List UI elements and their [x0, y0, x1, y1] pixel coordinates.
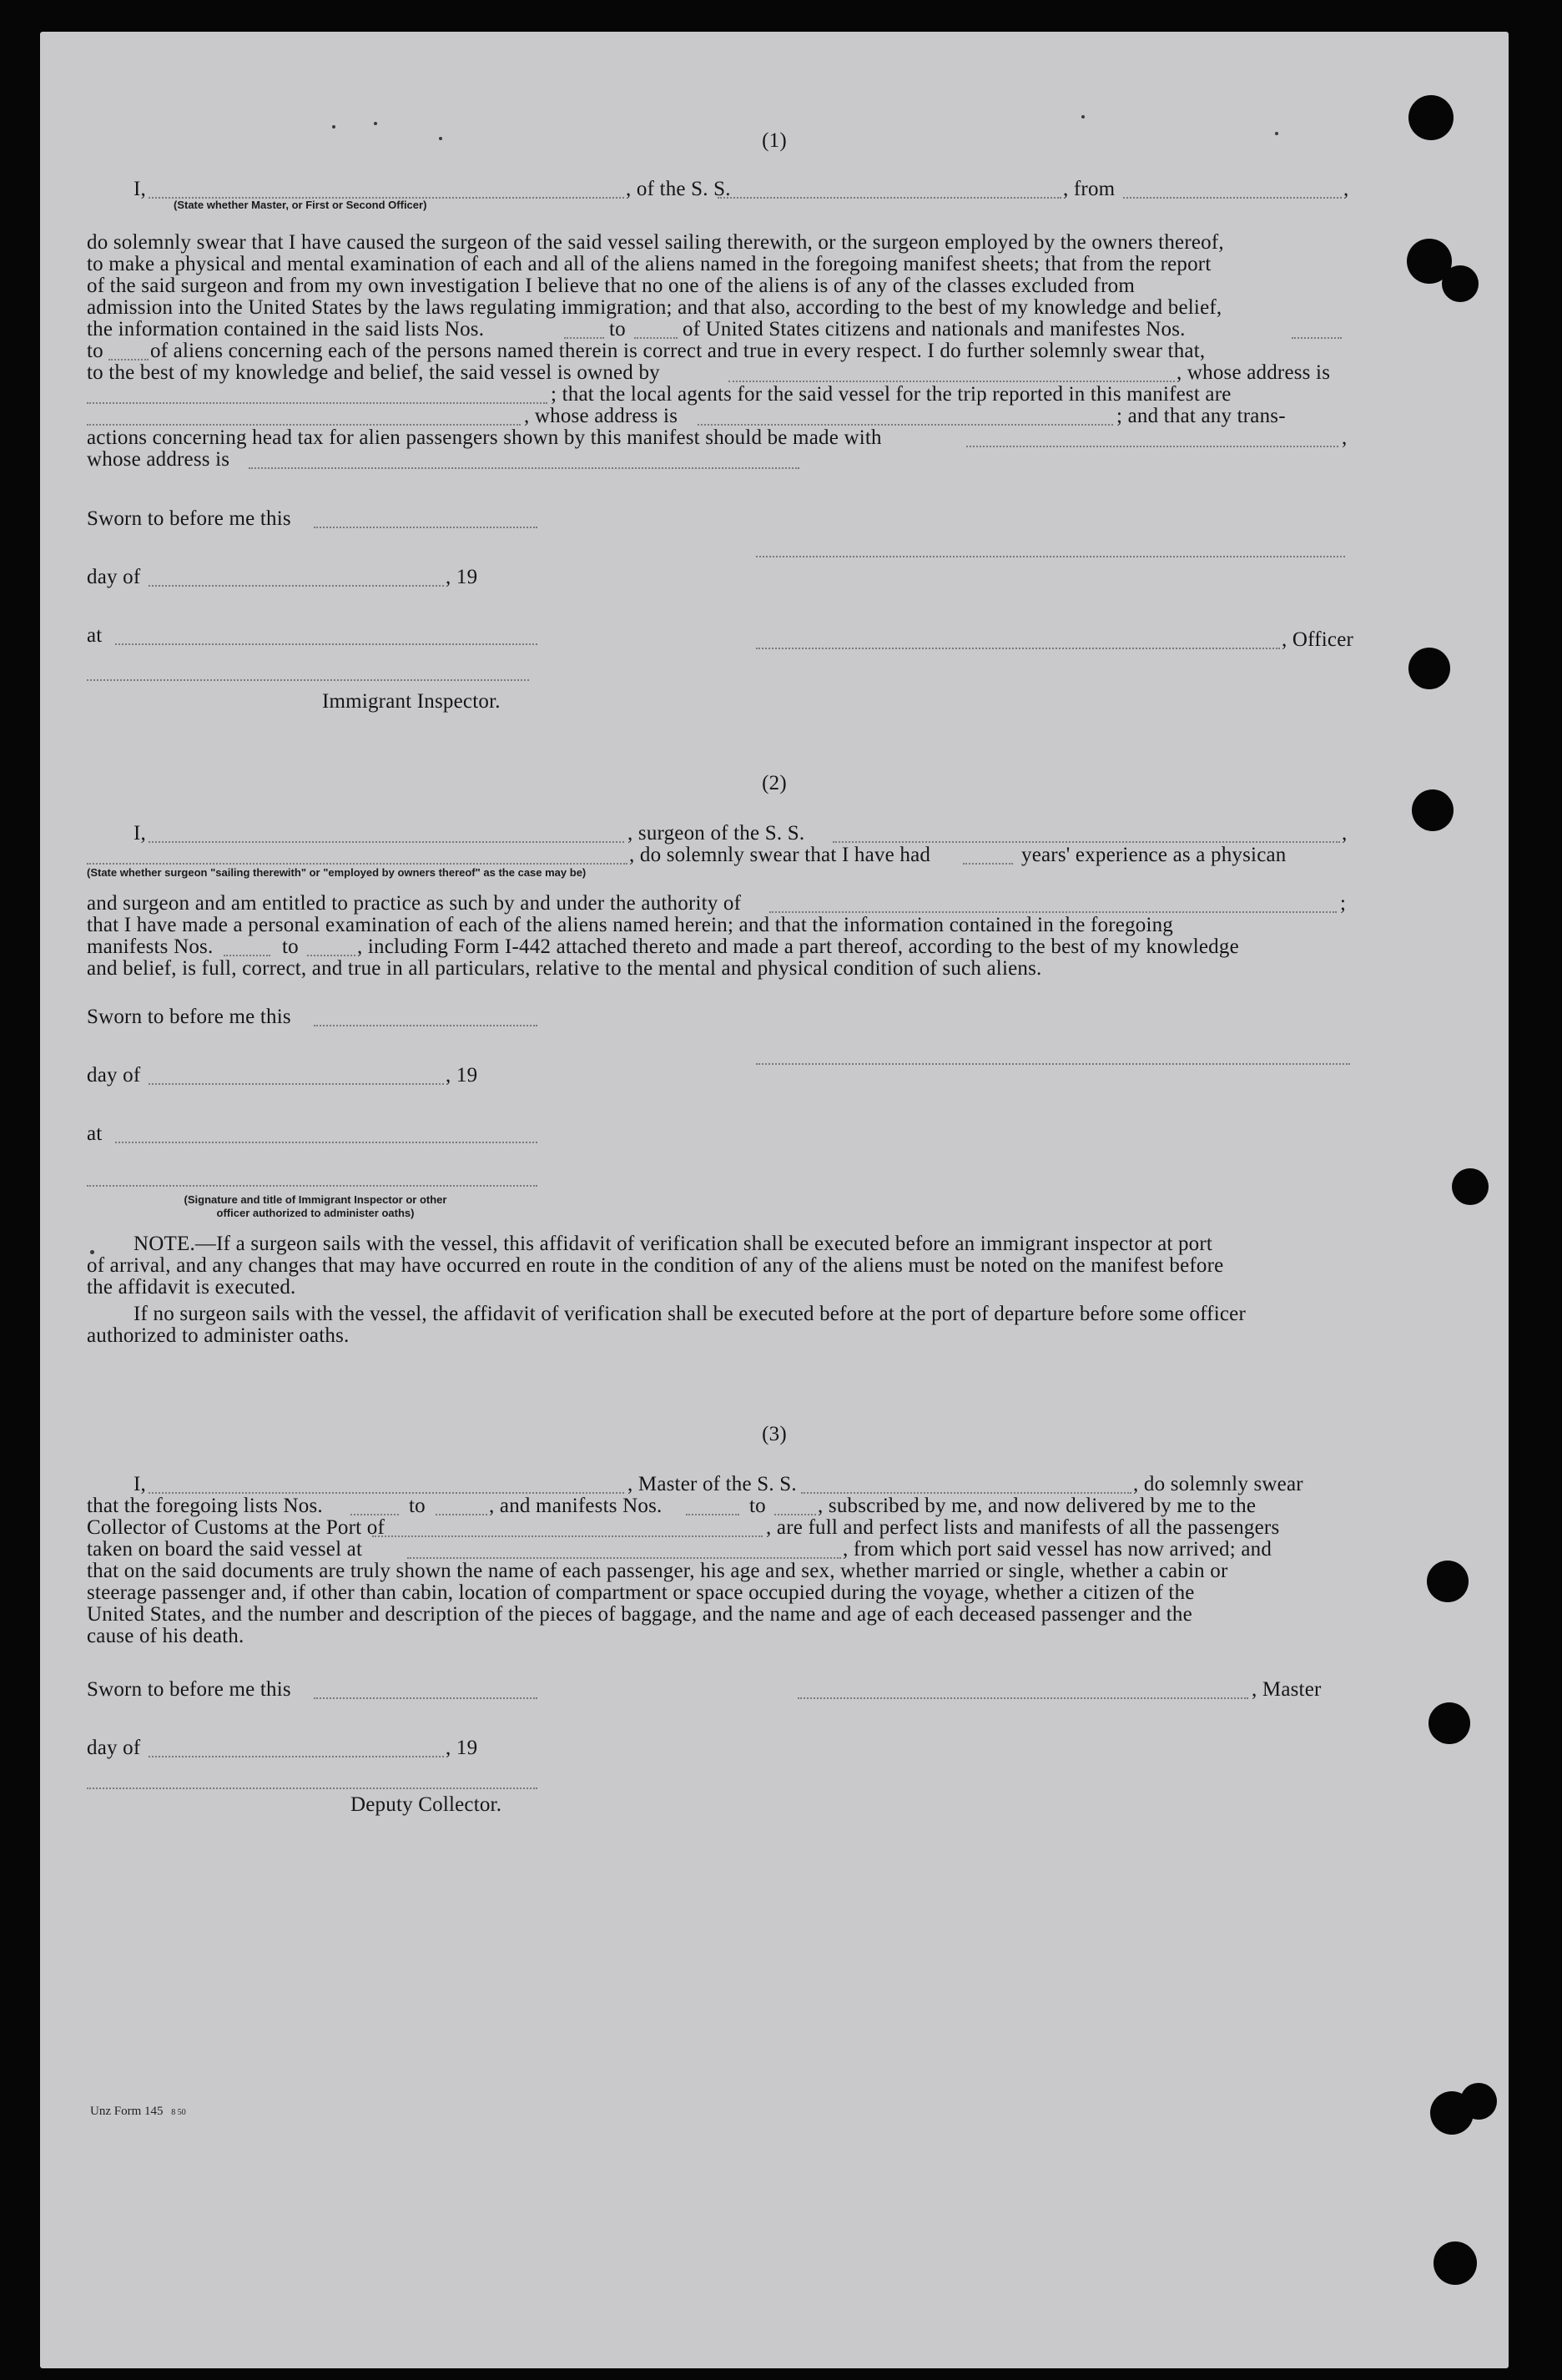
s1-ship-field[interactable] [718, 197, 1061, 199]
s2-year-label: , 19 [446, 1064, 478, 1087]
s1-comma: , [1343, 178, 1349, 200]
s2-i-label: I, [134, 822, 146, 845]
s1-ss-label: , of the S. S. [626, 178, 731, 200]
s1-sworn-field[interactable] [314, 527, 537, 528]
s3-line-4b: , from which port said vessel has now arrived; and [843, 1538, 1272, 1561]
s2-at-field[interactable] [115, 1142, 537, 1143]
note-line-5: authorized to administer oaths. [87, 1324, 350, 1347]
s3-line-3b: , are full and perfect lists and manifests of all the passengers [766, 1516, 1280, 1539]
s1-agents-address-field[interactable] [698, 424, 1113, 426]
scan-speck [374, 122, 377, 125]
scan-speck [1081, 115, 1085, 118]
note-line-3: the affidavit is executed. [87, 1276, 296, 1298]
form-code: 8 50 [171, 2108, 186, 2117]
s1-line-8b: , whose address is [1177, 361, 1331, 384]
s2-line-6: and belief, is full, correct, and true in all particulars, relative to the mental and physical condition of such aliens. [87, 957, 1042, 980]
s3-year-label: , 19 [446, 1737, 478, 1759]
s3-line-8: cause of his death. [87, 1625, 244, 1647]
s2-surgeon-type-field[interactable] [87, 863, 627, 865]
s2-surgeon-label: , surgeon of the S. S. [627, 822, 805, 845]
scan-speck [90, 1250, 94, 1254]
s3-line-7: United States, and the number and description of the pieces of baggage, and the name and age of each deceased passenger and the [87, 1603, 1192, 1626]
s3-day-field[interactable] [149, 1756, 444, 1757]
s1-year-label: , 19 [446, 566, 478, 588]
s2-surgeon-signature-field[interactable] [756, 1063, 1350, 1065]
s1-sworn-label: Sworn to before me this [87, 507, 291, 530]
s2-ship-field[interactable] [833, 841, 1340, 843]
s2-years-field[interactable] [963, 863, 1013, 865]
s3-sworn-label: Sworn to before me this [87, 1678, 291, 1701]
s2-line-2b: years' experience as a physican [1021, 844, 1287, 866]
s1-line-6b: to [609, 318, 626, 340]
s2-surgeon-caption: (State whether surgeon "sailing therewith" or "employed by owners thereof" as the case may be) [87, 866, 587, 879]
note-line-4: If no surgeon sails with the vessel, the affidavit of verification shall be executed before at the port of departure before some officer [134, 1303, 1246, 1325]
s2-comma: , [1342, 822, 1348, 845]
s1-line-8a: to the best of my knowledge and belief, the said vessel is owned by [87, 361, 660, 384]
s1-inspector-signature-field[interactable] [87, 679, 529, 681]
s1-line-6c: of United States citizens and nationals and manifestes Nos. [683, 318, 1186, 340]
s1-line-3: of the said surgeon and from my own investigation I believe that no one of the aliens is of any of the classes excluded from [87, 275, 1135, 297]
s1-signature-line-1[interactable] [756, 556, 1345, 557]
s1-line-7a: to [87, 340, 103, 362]
s2-line-4: that I have made a personal examination of each of the aliens named herein; and that the information contained in the foregoing [87, 914, 1174, 936]
s3-line-3a: Collector of Customs at the Port of [87, 1516, 385, 1539]
s2-at-label: at [87, 1122, 103, 1145]
s3-name-field[interactable] [149, 1492, 624, 1494]
s3-master-label: , Master of the S. S. [627, 1473, 797, 1495]
s1-i-label: I, [134, 178, 146, 200]
s2-line-5b: to [282, 935, 299, 958]
s3-line-2a: that the foregoing lists Nos. [87, 1495, 323, 1517]
s3-i-label: I, [134, 1473, 146, 1495]
s3-lists-to-field[interactable] [436, 1514, 487, 1515]
section-2-number: (2) [762, 772, 787, 794]
s3-swear-label: , do solemnly swear [1133, 1473, 1303, 1495]
s3-line-2e: , subscribed by me, and now delivered by me to the [818, 1495, 1257, 1517]
s1-officer-label: , Officer [1282, 628, 1354, 651]
s1-head-tax-address-field[interactable] [249, 467, 799, 469]
s3-line-5: that on the said documents are truly shown the name of each passenger, his age and sex, whether married or single, whether a cabin or [87, 1560, 1228, 1582]
s1-line-12: whose address is [87, 448, 230, 471]
s1-lists-from-field[interactable] [564, 337, 604, 339]
s3-taken-at-field[interactable] [407, 1557, 841, 1559]
s1-from-label: , from [1063, 178, 1116, 200]
punch-hole [1442, 265, 1479, 302]
s1-day-field[interactable] [149, 585, 444, 587]
s1-owner-field[interactable] [728, 381, 1175, 382]
s3-sworn-field[interactable] [314, 1697, 537, 1699]
s1-master-caption: (State whether Master, or First or Second Officer) [174, 199, 427, 211]
s1-line-10a: , whose address is [524, 405, 678, 427]
s3-master-signature-field[interactable] [798, 1697, 1248, 1699]
s2-sworn-field[interactable] [314, 1025, 537, 1026]
s1-line-11b: , [1342, 426, 1348, 449]
s3-line-2b: to [409, 1495, 426, 1517]
s2-sworn-label: Sworn to before me this [87, 1006, 291, 1028]
s3-line-6: steerage passenger and, if other than cabin, location of compartment or space occupied during the voyage, whether a citizen of the [87, 1581, 1195, 1604]
note-line-2: of arrival, and any changes that may have occurred en route in the condition of any of the aliens must be noted on the manifest before [87, 1254, 1224, 1277]
form-sheet [40, 32, 1509, 2368]
s1-line-10b: ; and that any trans- [1116, 405, 1286, 427]
s3-day-of-label: day of [87, 1737, 141, 1759]
form-number-label: Unz Form 145 [90, 2105, 164, 2118]
s1-manifests-from-field[interactable] [1292, 337, 1342, 339]
section-1-number: (1) [762, 129, 787, 152]
s3-port-field[interactable] [372, 1535, 763, 1537]
s3-master-sig-label: , Master [1252, 1678, 1322, 1701]
s2-day-of-label: day of [87, 1064, 141, 1087]
s3-collector-signature-field[interactable] [87, 1788, 537, 1789]
form-number [90, 2105, 186, 2119]
s1-line-9: ; that the local agents for the said vessel for the trip reported in this manifest are [551, 383, 1232, 406]
s3-manifests-from-field[interactable] [686, 1514, 739, 1515]
s2-name-field[interactable] [149, 841, 624, 843]
s2-line-5c: , including Form I-442 attached thereto and made a part thereof, according to the best of my knowledge [357, 935, 1239, 958]
punch-hole [1427, 1561, 1469, 1602]
s3-line-2d: to [749, 1495, 766, 1517]
s3-line-4a: taken on board the said vessel at [87, 1538, 363, 1561]
s2-line-5a: manifests Nos. [87, 935, 214, 958]
punch-hole [1428, 1702, 1470, 1744]
s2-line-3b: ; [1340, 892, 1347, 915]
s3-line-2c: , and manifests Nos. [489, 1495, 663, 1517]
s3-manifests-to-field[interactable] [774, 1514, 816, 1515]
scan-speck [1275, 132, 1278, 135]
punch-hole [1412, 789, 1454, 831]
punch-hole [1434, 2241, 1477, 2285]
s2-manifests-to-field[interactable] [307, 955, 355, 956]
punch-hole [1408, 648, 1450, 689]
s1-manifests-to-field[interactable] [108, 359, 149, 361]
s1-head-tax-field[interactable] [966, 446, 1338, 447]
scan-speck [332, 125, 335, 129]
s1-owner-address-field[interactable] [87, 402, 547, 404]
s1-line-4: admission into the United States by the laws regulating immigration; and that also, according to the best of my knowledge and belief, [87, 296, 1222, 319]
note-line-1: NOTE.—If a surgeon sails with the vessel, this affidavit of verification shall be executed before an immigrant inspector at port [134, 1233, 1213, 1255]
s2-sig-caption-line-1: (Signature and title of Immigrant Inspector or other [184, 1193, 447, 1206]
s1-from-field[interactable] [1123, 197, 1342, 199]
punch-hole [1452, 1168, 1489, 1205]
punch-hole [1408, 95, 1454, 140]
s2-sig-caption-line-2: officer authorized to administer oaths) [216, 1207, 415, 1220]
s2-line-2a: , do solemnly swear that I have had [629, 844, 931, 866]
s2-day-field[interactable] [149, 1083, 444, 1085]
s3-ship-field[interactable] [801, 1492, 1131, 1494]
s1-at-label: at [87, 624, 103, 647]
s2-manifests-from-field[interactable] [224, 955, 270, 956]
s2-authority-field[interactable] [769, 911, 1337, 913]
s1-line-7b: of aliens concerning each of the persons named therein is correct and true in every respect. I do further solemnly swear that, [150, 340, 1206, 362]
s1-lists-to-field[interactable] [634, 337, 678, 339]
s1-line-2: to make a physical and mental examination of each and all of the aliens named in the foregoing manifest sheets; that from the report [87, 253, 1212, 275]
s1-line-6a: the information contained in the said lists Nos. [87, 318, 485, 340]
section-3-number: (3) [762, 1423, 787, 1445]
s2-sig-caption [123, 1193, 507, 1221]
s1-agents-field[interactable] [87, 424, 521, 426]
s2-line-3a: and surgeon and am entitled to practice as such by and under the authority of [87, 892, 742, 915]
s3-collector-label: Deputy Collector. [350, 1793, 502, 1816]
s1-day-of-label: day of [87, 566, 141, 588]
s2-inspector-signature-field[interactable] [87, 1185, 537, 1187]
s1-inspector-label: Immigrant Inspector. [322, 690, 501, 713]
punch-hole [1460, 2083, 1497, 2120]
s1-at-field[interactable] [115, 643, 537, 645]
s1-line-11a: actions concerning head tax for alien passengers shown by this manifest should be made with [87, 426, 882, 449]
s1-line-1: do solemnly swear that I have caused the surgeon of the said vessel sailing therewith, or the surgeon employed by the owners thereof, [87, 231, 1224, 254]
s3-lists-from-field[interactable] [350, 1514, 399, 1515]
s1-officer-signature-field[interactable] [756, 648, 1280, 649]
scan-speck [439, 137, 442, 140]
